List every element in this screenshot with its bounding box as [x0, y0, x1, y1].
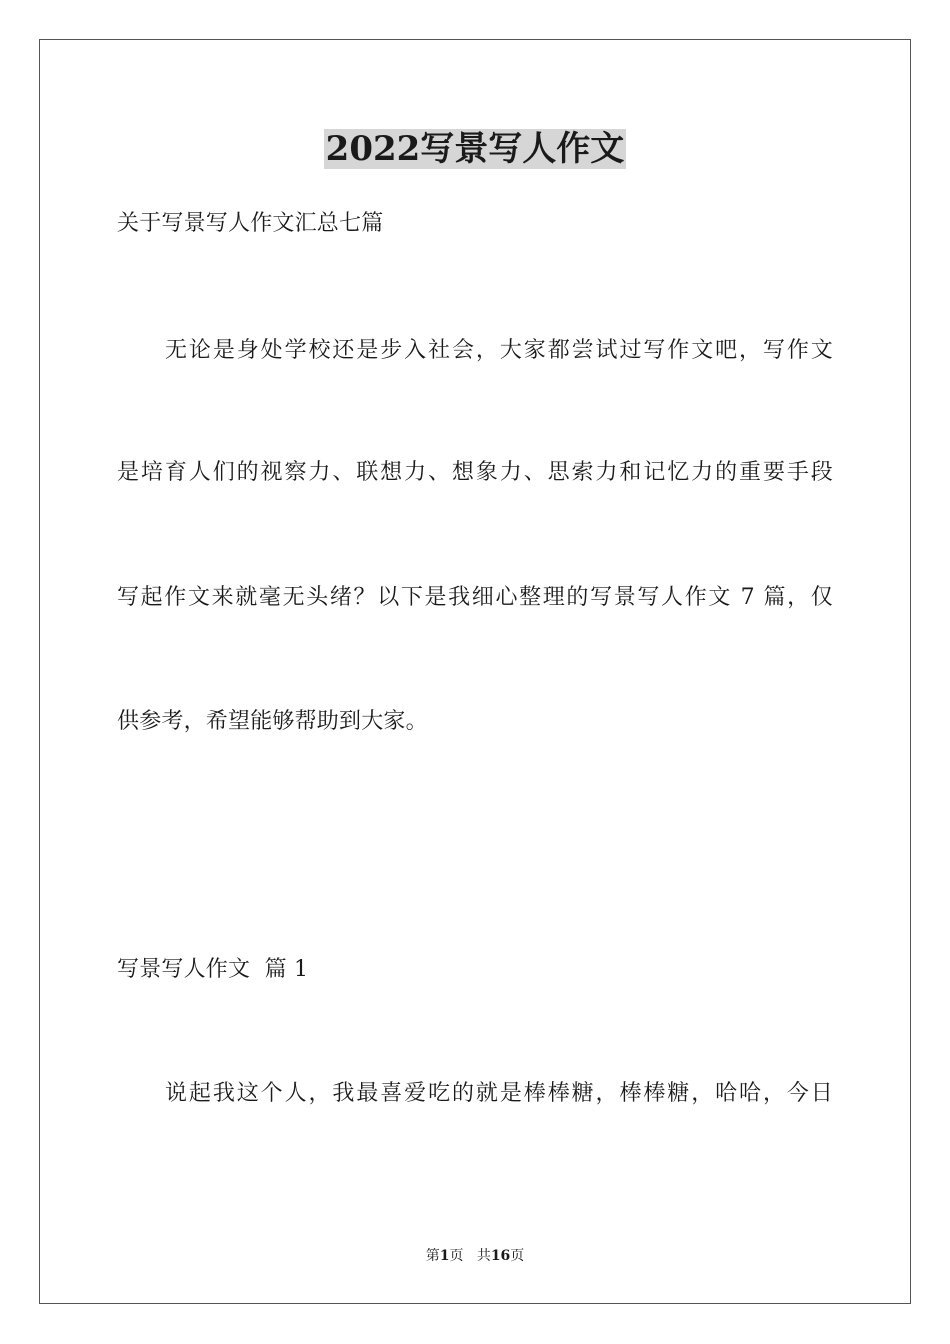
section-heading: 写景写人作文 篇 1: [117, 957, 309, 982]
footer-page-number: 1: [439, 1248, 450, 1264]
paragraph-line: 写起作文来就毫无头绪？以下是我细心整理的写景写人作文 7 篇，仅: [117, 585, 833, 610]
paragraph-line: 供参考，希望能够帮助到大家。: [117, 709, 428, 734]
paragraph-line: 是培育人们的视察力、联想力、想象力、思索力和记忆力的重要手段: [117, 460, 833, 485]
footer-page-prefix: 第: [425, 1248, 440, 1264]
paragraph-line: 说起我这个人，我最喜爱吃的就是棒棒糖，棒棒糖，哈哈，今日: [165, 1081, 833, 1106]
paragraph-line: 无论是身处学校还是步入社会，大家都尝试过写作文吧，写作文: [165, 338, 833, 363]
document-title-text: 2022写景写人作文: [325, 129, 625, 169]
footer-total-prefix: 共: [476, 1248, 491, 1264]
page-footer: [0, 1247, 950, 1265]
document-title: [0, 127, 950, 171]
document-subtitle: 关于写景写人作文汇总七篇: [117, 211, 384, 236]
footer-page-suffix: 页: [449, 1248, 464, 1264]
footer-total-suffix: 页: [510, 1248, 525, 1264]
footer-total-pages: 16: [490, 1248, 511, 1264]
